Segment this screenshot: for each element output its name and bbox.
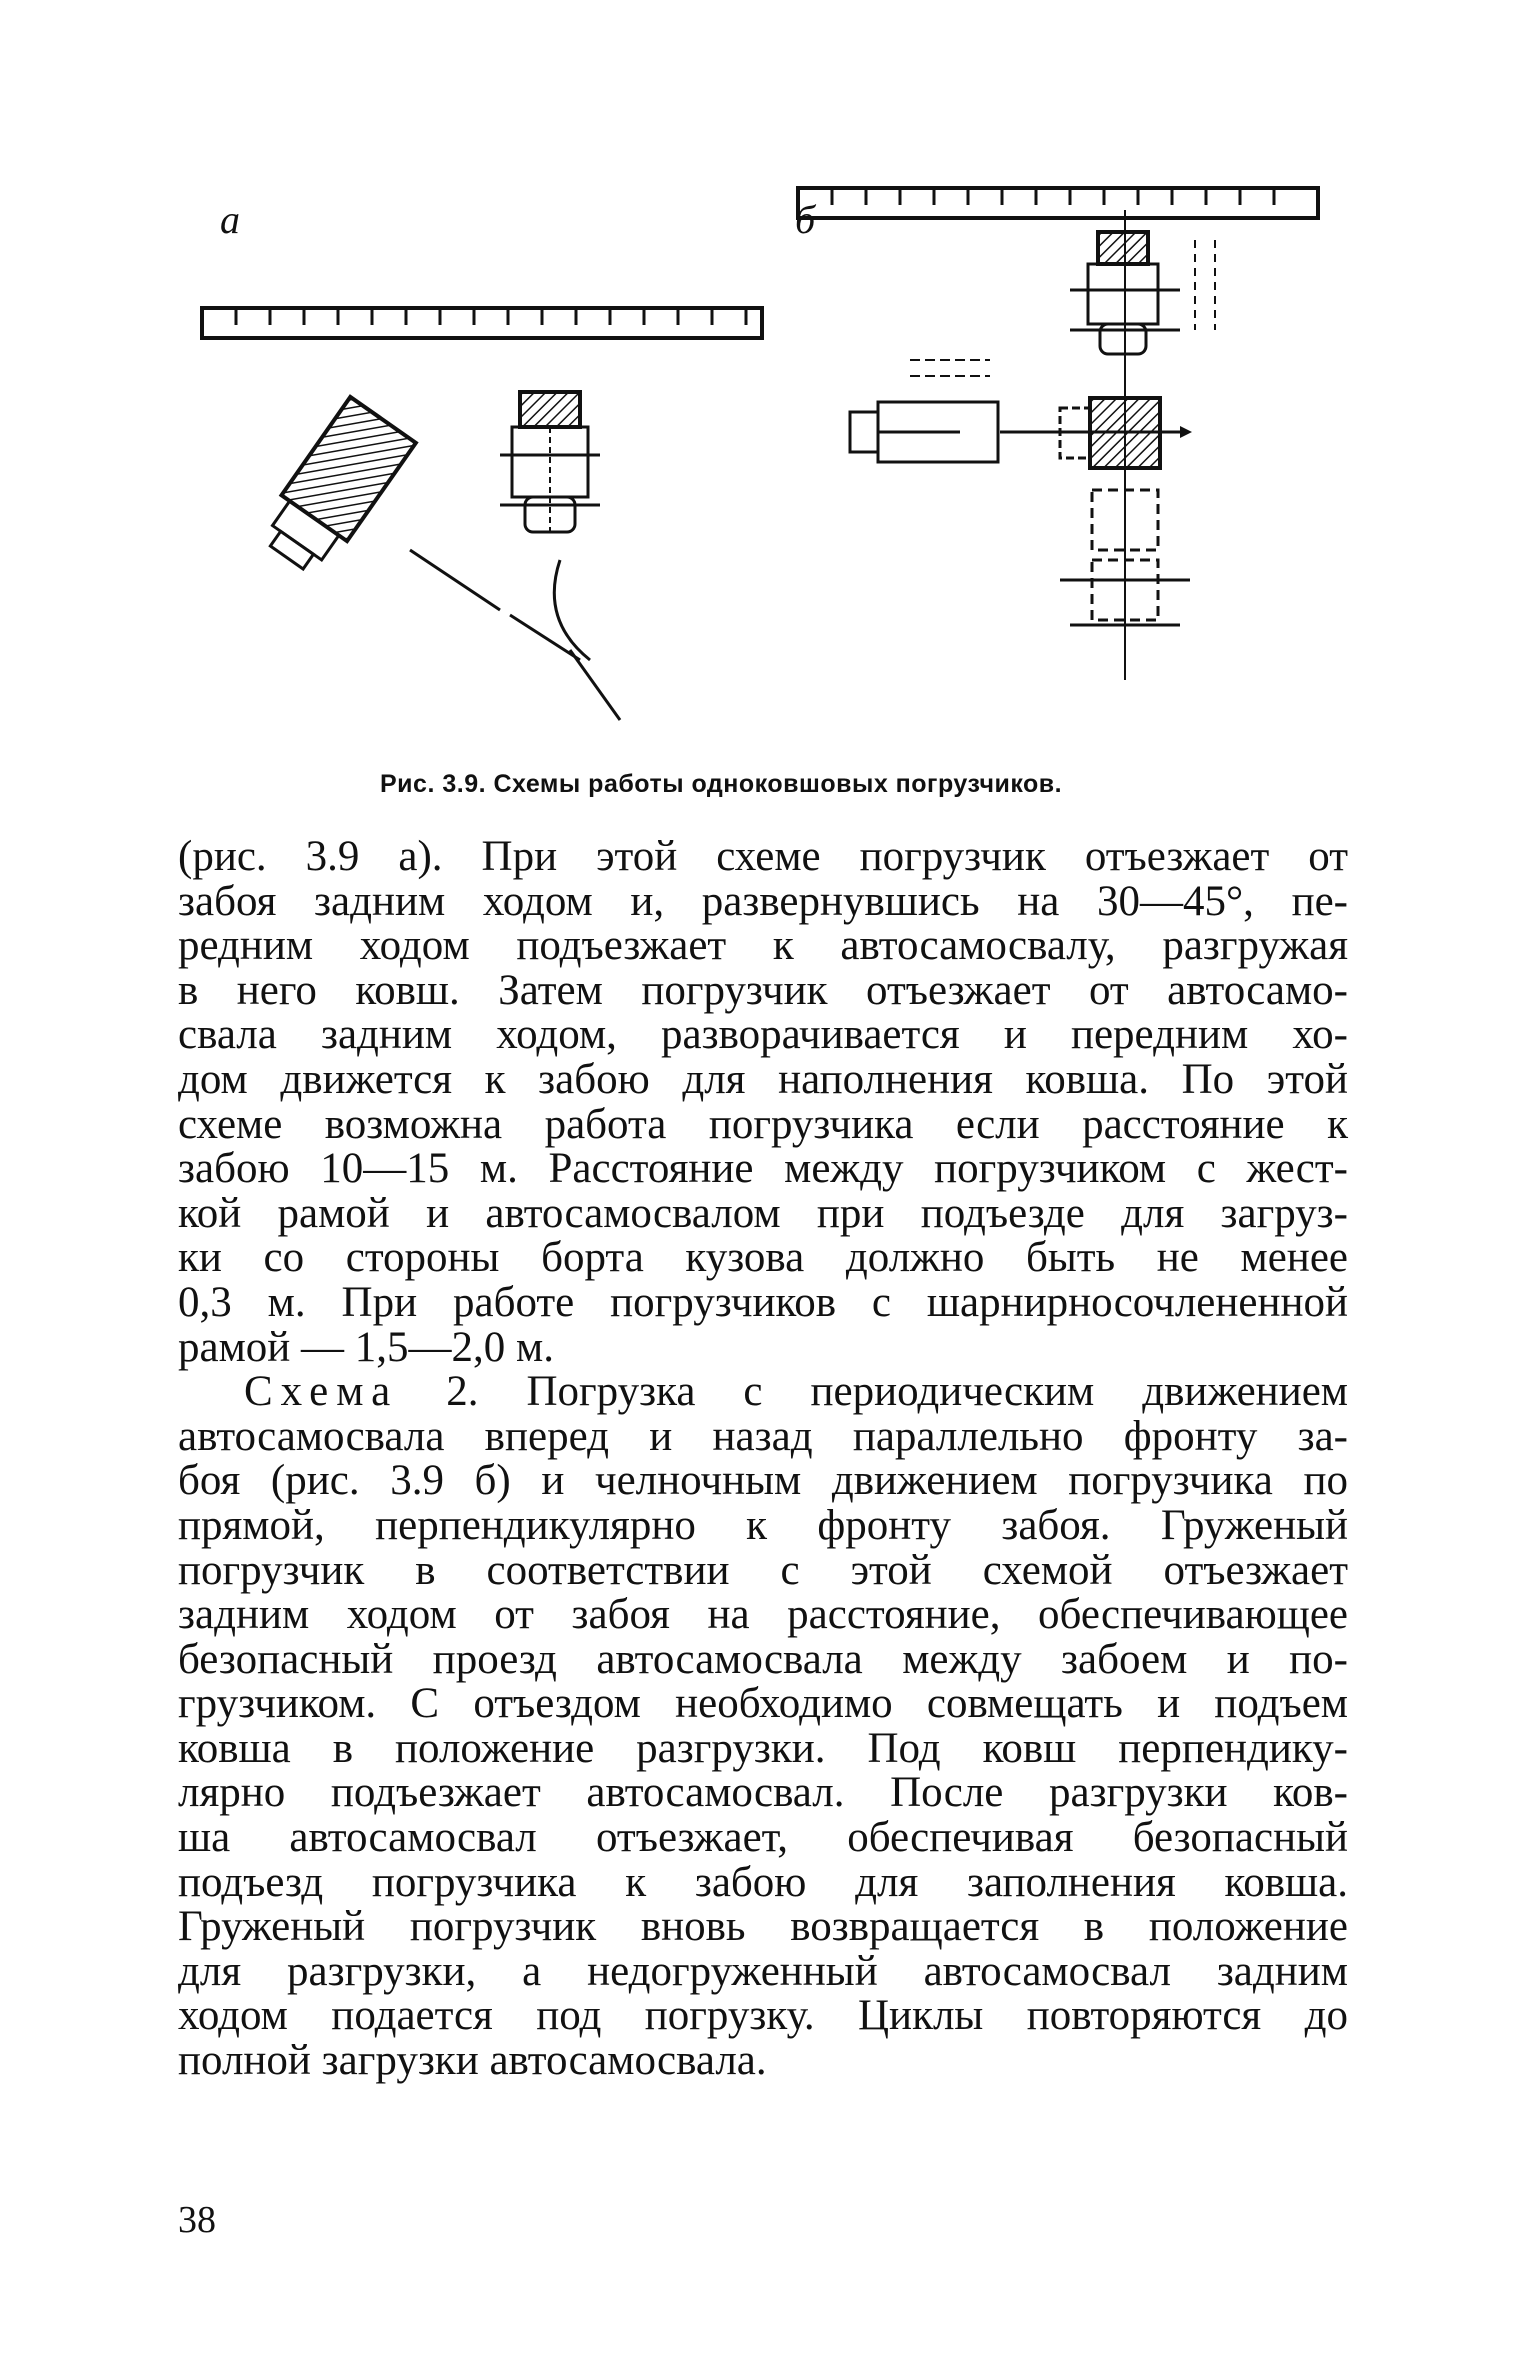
text-line: подъезд погрузчика к забою для заполнения ковша. — [178, 1858, 1348, 1906]
motion-paths-a — [410, 550, 620, 720]
dump-truck-b — [850, 360, 998, 462]
text-line: рамой — 1,5—2,0 м. — [178, 1323, 555, 1371]
text-line: схеме возможна работа погрузчика если расстояние к — [178, 1100, 1348, 1148]
text-line: для разгрузки, а недогруженный автосамосвал задним — [178, 1947, 1348, 1995]
scheme-label: Схема — [244, 1368, 399, 1416]
text-line: боя (рис. 3.9 б) и челночным движением погрузчика по — [178, 1457, 1348, 1505]
face-wall-a — [202, 308, 762, 338]
text-line: грузчиком. С отъездом необходимо совмещать и подъем — [178, 1680, 1348, 1728]
loader-schemes-diagram — [180, 180, 1360, 780]
text-line: забою 10—15 м. Расстояние между погрузчиком с жест- — [178, 1145, 1348, 1193]
scheme-line-text: 2. Погрузка с периодическим движением — [446, 1368, 1348, 1416]
text-line: 0,3 м. При работе погрузчиков с шарнирносочлененной — [178, 1278, 1348, 1326]
text-line: задним ходом от забоя на расстояние, обеспечивающее — [178, 1591, 1348, 1639]
text-line: свала задним ходом, разворачивается и передним хо- — [178, 1011, 1348, 1059]
text-line: автосамосвала вперед и назад параллельно фронту за- — [178, 1412, 1348, 1460]
text-line: дом движется к забою для наполнения ковша. По этой — [178, 1055, 1348, 1103]
text-line: погрузчик в соответствии с этой схемой отъезжает — [178, 1546, 1348, 1594]
text-line: прямой, перпендикулярно к фронту забоя. Груженый — [178, 1501, 1348, 1549]
text-line: ковша в положение разгрузки. Под ковш перпендику- — [178, 1724, 1348, 1772]
loader-a — [500, 392, 600, 532]
text-line: полной загрузки автосамосвала. — [178, 2037, 767, 2085]
panel-label-b: б — [795, 197, 816, 242]
text-line: кой рамой и автосамосвалом при подъезде для загруз- — [178, 1189, 1348, 1237]
panel-label-a: а — [220, 197, 240, 242]
text-line: ходом подается под погрузку. Циклы повторяются до — [178, 1992, 1348, 2040]
text-line: лярно подъезжает автосамосвал. После разгрузки ков- — [178, 1769, 1348, 1817]
text-line: безопасный проезд автосамосвала между забоем и по- — [178, 1635, 1348, 1683]
page-number: 38 — [178, 2199, 216, 2241]
figure-caption: Рис. 3.9. Схемы работы одноковшовых погрузчиков. — [380, 770, 1063, 798]
loader-b-top — [1070, 232, 1215, 354]
paragraph-2 — [178, 1370, 1348, 2084]
text-line: редним ходом подъезжает к автосамосвалу, разгружая — [178, 922, 1348, 970]
loader-b-bottom — [1060, 210, 1190, 680]
body-text — [178, 835, 1348, 2084]
text-line: ки со стороны борта кузова должно быть не менее — [178, 1234, 1348, 1282]
text-line: забоя задним ходом и, развернувшись на 30—45°, пе- — [178, 877, 1348, 925]
text-line: в него ковш. Затем погрузчик отъезжает от автосамо- — [178, 966, 1348, 1014]
text-line — [178, 1370, 1348, 1415]
paragraph-1 — [178, 835, 1348, 1370]
text-line: Груженый погрузчик вновь возвращается в положение — [178, 1903, 1348, 1951]
figure-3-9 — [180, 180, 1360, 780]
face-wall-b — [798, 188, 1318, 218]
text-line: (рис. 3.9 а). При этой схеме погрузчик отъезжает от — [178, 833, 1348, 880]
loader-b-center — [1000, 398, 1192, 468]
text-line: ша автосамосвал отъезжает, обеспечивая безопасный — [178, 1814, 1348, 1862]
dump-truck-a — [254, 397, 416, 581]
